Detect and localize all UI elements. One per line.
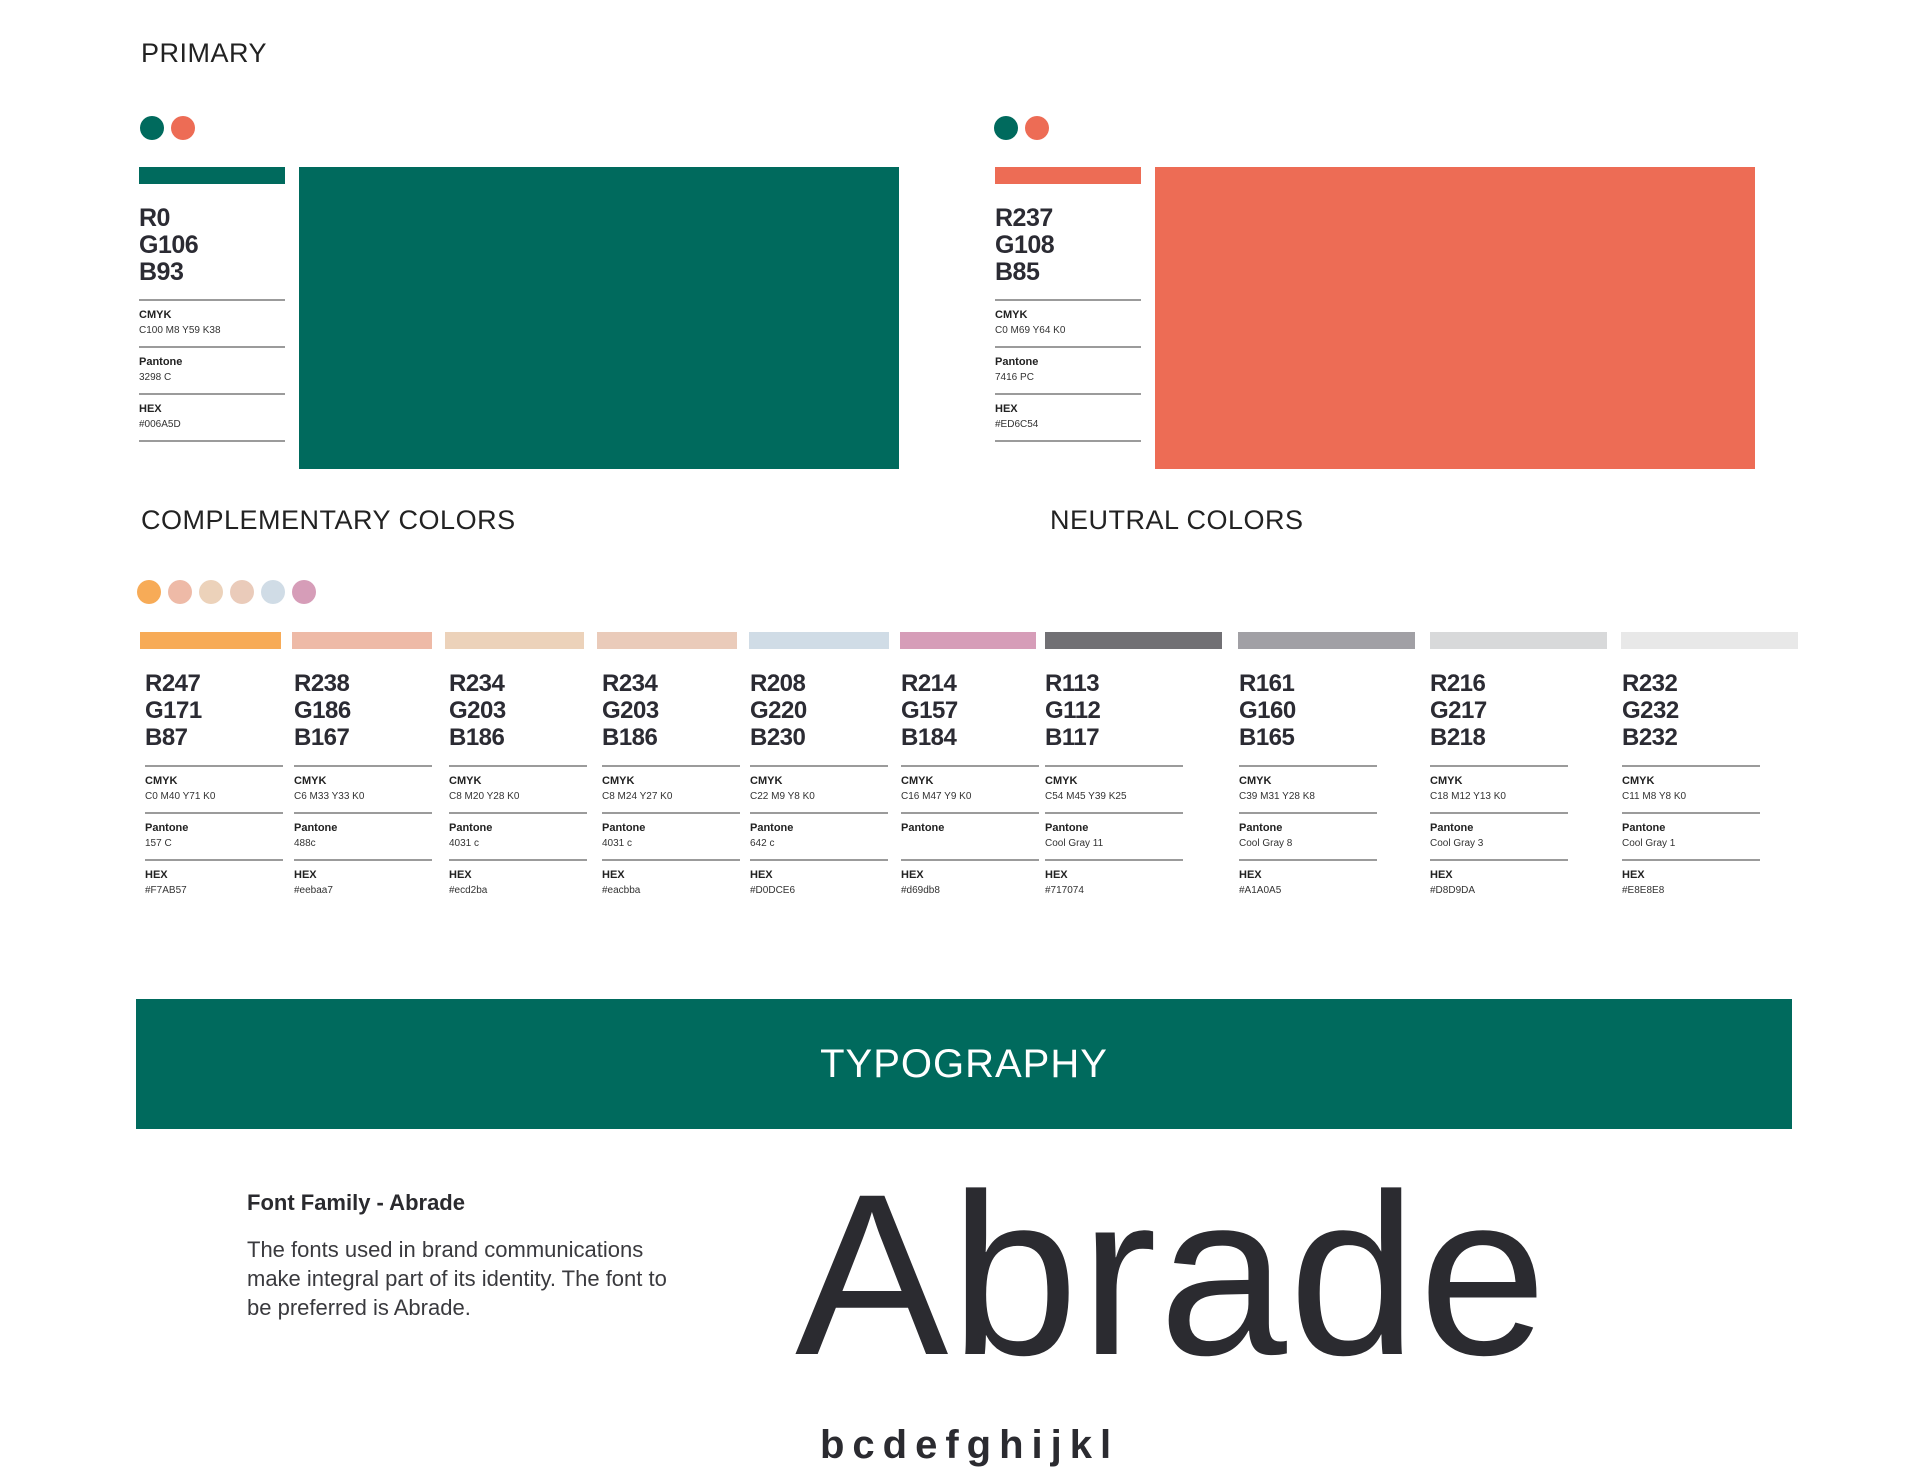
complementary-section-title: COMPLEMENTARY COLORS xyxy=(141,505,516,535)
pantone-value: 642 c xyxy=(750,838,775,849)
green-value: G160 xyxy=(1239,697,1296,724)
blue-value: B87 xyxy=(145,724,188,751)
swatch-bar xyxy=(1238,632,1415,649)
red-value: R216 xyxy=(1430,670,1486,697)
font-specimen: Abrade xyxy=(795,1146,1549,1403)
hex-label: HEX xyxy=(294,869,317,881)
red-value: R113 xyxy=(1045,670,1100,697)
swatch-bar xyxy=(292,632,432,649)
red-value: R234 xyxy=(449,670,505,697)
cmyk-label: CMYK xyxy=(1239,775,1272,787)
pantone-value: 4031 c xyxy=(449,838,480,849)
divider xyxy=(1430,859,1568,861)
pantone-label: Pantone xyxy=(1430,822,1474,834)
neutral-section-title: NEUTRAL COLORS xyxy=(1050,505,1304,535)
hex-value: #eacbba xyxy=(602,885,641,896)
red-value: R161 xyxy=(1239,670,1295,697)
rgb-values xyxy=(995,205,1141,286)
swatch-spec xyxy=(1622,670,1760,906)
divider xyxy=(1622,812,1760,814)
pantone-label: Pantone xyxy=(1045,822,1089,834)
color-dot xyxy=(199,580,223,604)
pantone-value: Cool Gray 3 xyxy=(1430,838,1484,849)
hex-label: HEX xyxy=(145,869,168,881)
cmyk-label: CMYK xyxy=(449,775,482,787)
green-value: G112 xyxy=(1045,697,1101,724)
divider xyxy=(995,393,1141,395)
red-value: R237 xyxy=(995,204,1053,232)
swatch-spec xyxy=(1045,670,1183,906)
hex-label: HEX xyxy=(1239,869,1262,881)
hex-label: HEX xyxy=(1045,869,1068,881)
pantone-label: Pantone xyxy=(145,822,189,834)
divider xyxy=(901,765,1039,767)
font-description: The fonts used in brand communications make integral part of its identity. The font to be preferred is Abrade. xyxy=(247,1237,667,1320)
pantone-label: Pantone xyxy=(449,822,493,834)
divider xyxy=(145,812,283,814)
pantone-value: 157 C xyxy=(145,838,172,849)
divider xyxy=(139,440,285,442)
swatch-spec xyxy=(145,670,283,906)
divider xyxy=(995,346,1141,348)
swatch-bar xyxy=(749,632,889,649)
rgb-values xyxy=(145,670,283,751)
divider xyxy=(1239,765,1377,767)
divider xyxy=(139,299,285,301)
pantone-label: Pantone xyxy=(294,822,338,834)
rgb-values xyxy=(294,670,432,751)
rgb-values xyxy=(1239,670,1377,751)
hex-value: #ecd2ba xyxy=(449,885,488,896)
divider xyxy=(145,859,283,861)
divider xyxy=(294,765,432,767)
cmyk-label: CMYK xyxy=(901,775,934,787)
typography-banner-title: TYPOGRAPHY xyxy=(820,1041,1108,1086)
pantone-value: 3298 C xyxy=(139,372,172,383)
red-value: R208 xyxy=(750,670,806,697)
hex-value: #A1A0A5 xyxy=(1239,885,1282,896)
swatch-spec xyxy=(901,670,1039,906)
divider xyxy=(139,346,285,348)
pantone-value: 4031 c xyxy=(602,838,633,849)
rgb-values xyxy=(1622,670,1760,751)
green-value: G217 xyxy=(1430,697,1487,724)
green-value: G220 xyxy=(750,697,807,724)
cmyk-label: CMYK xyxy=(139,309,172,321)
divider xyxy=(995,440,1141,442)
green-value: G186 xyxy=(294,697,351,724)
hex-label: HEX xyxy=(750,869,773,881)
cmyk-label: CMYK xyxy=(1045,775,1078,787)
font-family-title: Font Family - Abrade xyxy=(247,1190,465,1215)
cmyk-value: C39 M31 Y28 K8 xyxy=(1239,791,1315,802)
pantone-label: Pantone xyxy=(139,356,183,368)
swatch-bar xyxy=(597,632,737,649)
divider xyxy=(1239,812,1377,814)
color-dot xyxy=(230,580,254,604)
divider xyxy=(449,859,587,861)
color-dot xyxy=(137,580,161,604)
pantone-value: 488c xyxy=(294,838,316,849)
pantone-label: Pantone xyxy=(602,822,646,834)
green-value: G108 xyxy=(995,231,1055,259)
primary-coral-swatch xyxy=(1155,167,1755,469)
pantone-label: Pantone xyxy=(1239,822,1283,834)
hex-label: HEX xyxy=(901,869,924,881)
swatch-bar xyxy=(900,632,1036,649)
red-value: R0 xyxy=(139,204,170,232)
pantone-label: Pantone xyxy=(1622,822,1666,834)
font-specimen-partial-line: bcdefghijkl xyxy=(820,1423,1120,1467)
divider xyxy=(1045,765,1183,767)
primary-green-swatch xyxy=(299,167,899,469)
divider xyxy=(1430,812,1568,814)
divider xyxy=(1622,859,1760,861)
divider xyxy=(1430,765,1568,767)
primary-section-title: PRIMARY xyxy=(141,38,268,68)
hex-value: #ED6C54 xyxy=(995,419,1039,430)
green-value: G157 xyxy=(901,697,958,724)
blue-value: B186 xyxy=(449,724,505,751)
red-value: R232 xyxy=(1622,670,1678,697)
hex-label: HEX xyxy=(602,869,625,881)
divider xyxy=(750,765,888,767)
cmyk-value: C16 M47 Y9 K0 xyxy=(901,791,972,802)
green-value: G171 xyxy=(145,697,202,724)
primary-coral-bar xyxy=(995,167,1141,184)
divider xyxy=(145,765,283,767)
swatch-spec xyxy=(750,670,888,906)
swatch-bar xyxy=(1430,632,1607,649)
color-dot xyxy=(171,116,195,140)
hex-label: HEX xyxy=(139,403,162,415)
divider xyxy=(139,393,285,395)
primary-coral-spec xyxy=(995,205,1141,442)
typography-banner xyxy=(136,999,1792,1129)
color-dot xyxy=(140,116,164,140)
hex-value: #006A5D xyxy=(139,419,181,430)
swatch-bar xyxy=(1621,632,1798,649)
pantone-label: Pantone xyxy=(995,356,1039,368)
blue-value: B167 xyxy=(294,724,350,751)
hex-value: #E8E8E8 xyxy=(1622,885,1665,896)
blue-value: B93 xyxy=(139,258,184,286)
cmyk-label: CMYK xyxy=(995,309,1028,321)
rgb-values xyxy=(602,670,740,751)
swatch-bar xyxy=(445,632,584,649)
cmyk-value: C22 M9 Y8 K0 xyxy=(750,791,815,802)
swatch-spec xyxy=(1239,670,1377,906)
hex-value: #D8D9DA xyxy=(1430,885,1476,896)
hex-value: #F7AB57 xyxy=(145,885,187,896)
blue-value: B186 xyxy=(602,724,658,751)
color-dot xyxy=(168,580,192,604)
rgb-values xyxy=(750,670,888,751)
swatch-bar xyxy=(140,632,281,649)
divider xyxy=(602,765,740,767)
cmyk-label: CMYK xyxy=(750,775,783,787)
pantone-label: Pantone xyxy=(750,822,794,834)
green-value: G232 xyxy=(1622,697,1679,724)
hex-label: HEX xyxy=(1430,869,1453,881)
red-value: R214 xyxy=(901,670,957,697)
hex-value: #717074 xyxy=(1045,885,1084,896)
blue-value: B85 xyxy=(995,258,1040,286)
color-dot xyxy=(1025,116,1049,140)
divider xyxy=(294,812,432,814)
cmyk-value: C100 M8 Y59 K38 xyxy=(139,325,221,336)
blue-value: B117 xyxy=(1045,724,1100,751)
divider xyxy=(1239,859,1377,861)
divider xyxy=(602,859,740,861)
cmyk-value: C11 M8 Y8 K0 xyxy=(1622,791,1687,802)
hex-value: #D0DCE6 xyxy=(750,885,796,896)
divider xyxy=(1622,765,1760,767)
green-value: G203 xyxy=(602,697,659,724)
swatch-bar xyxy=(1045,632,1222,649)
pantone-value: 7416 PC xyxy=(995,372,1034,383)
cmyk-label: CMYK xyxy=(1430,775,1463,787)
pantone-value: Cool Gray 1 xyxy=(1622,838,1676,849)
cmyk-label: CMYK xyxy=(1622,775,1655,787)
cmyk-label: CMYK xyxy=(602,775,635,787)
cmyk-label: CMYK xyxy=(294,775,327,787)
cmyk-value: C54 M45 Y39 K25 xyxy=(1045,791,1127,802)
divider xyxy=(901,859,1039,861)
blue-value: B165 xyxy=(1239,724,1295,751)
cmyk-value: C0 M40 Y71 K0 xyxy=(145,791,216,802)
hex-label: HEX xyxy=(449,869,472,881)
swatch-spec xyxy=(1430,670,1568,906)
cmyk-value: C6 M33 Y33 K0 xyxy=(294,791,365,802)
blue-value: B218 xyxy=(1430,724,1486,751)
color-dot xyxy=(261,580,285,604)
primary-green-bar xyxy=(139,167,285,184)
divider xyxy=(449,765,587,767)
divider xyxy=(602,812,740,814)
hex-label: HEX xyxy=(995,403,1018,415)
hex-value: #d69db8 xyxy=(901,885,940,896)
green-value: G203 xyxy=(449,697,506,724)
cmyk-value: C8 M24 Y27 K0 xyxy=(602,791,673,802)
hex-value: #eebaa7 xyxy=(294,885,333,896)
rgb-values xyxy=(901,670,1039,751)
pantone-label: Pantone xyxy=(901,822,945,834)
red-value: R234 xyxy=(602,670,658,697)
rgb-values xyxy=(139,205,285,286)
pantone-value xyxy=(901,838,1039,850)
swatch-spec xyxy=(602,670,740,906)
divider xyxy=(995,299,1141,301)
blue-value: B230 xyxy=(750,724,806,751)
color-dot xyxy=(292,580,316,604)
swatch-spec xyxy=(294,670,432,906)
cmyk-value: C18 M12 Y13 K0 xyxy=(1430,791,1506,802)
divider xyxy=(750,859,888,861)
cmyk-value: C8 M20 Y28 K0 xyxy=(449,791,520,802)
red-value: R247 xyxy=(145,670,201,697)
blue-value: B184 xyxy=(901,724,957,751)
color-dot xyxy=(994,116,1018,140)
blue-value: B232 xyxy=(1622,724,1678,751)
divider xyxy=(294,859,432,861)
green-value: G106 xyxy=(139,231,199,259)
pantone-value: Cool Gray 8 xyxy=(1239,838,1293,849)
divider xyxy=(1045,859,1183,861)
primary-green-spec xyxy=(139,205,285,442)
rgb-values xyxy=(1430,670,1568,751)
red-value: R238 xyxy=(294,670,350,697)
divider xyxy=(750,812,888,814)
swatch-spec xyxy=(449,670,587,906)
divider xyxy=(1045,812,1183,814)
rgb-values xyxy=(1045,670,1183,751)
pantone-value: Cool Gray 11 xyxy=(1045,838,1104,849)
divider xyxy=(901,812,1039,814)
cmyk-value: C0 M69 Y64 K0 xyxy=(995,325,1066,336)
cmyk-label: CMYK xyxy=(145,775,178,787)
hex-label: HEX xyxy=(1622,869,1645,881)
divider xyxy=(449,812,587,814)
rgb-values xyxy=(449,670,587,751)
